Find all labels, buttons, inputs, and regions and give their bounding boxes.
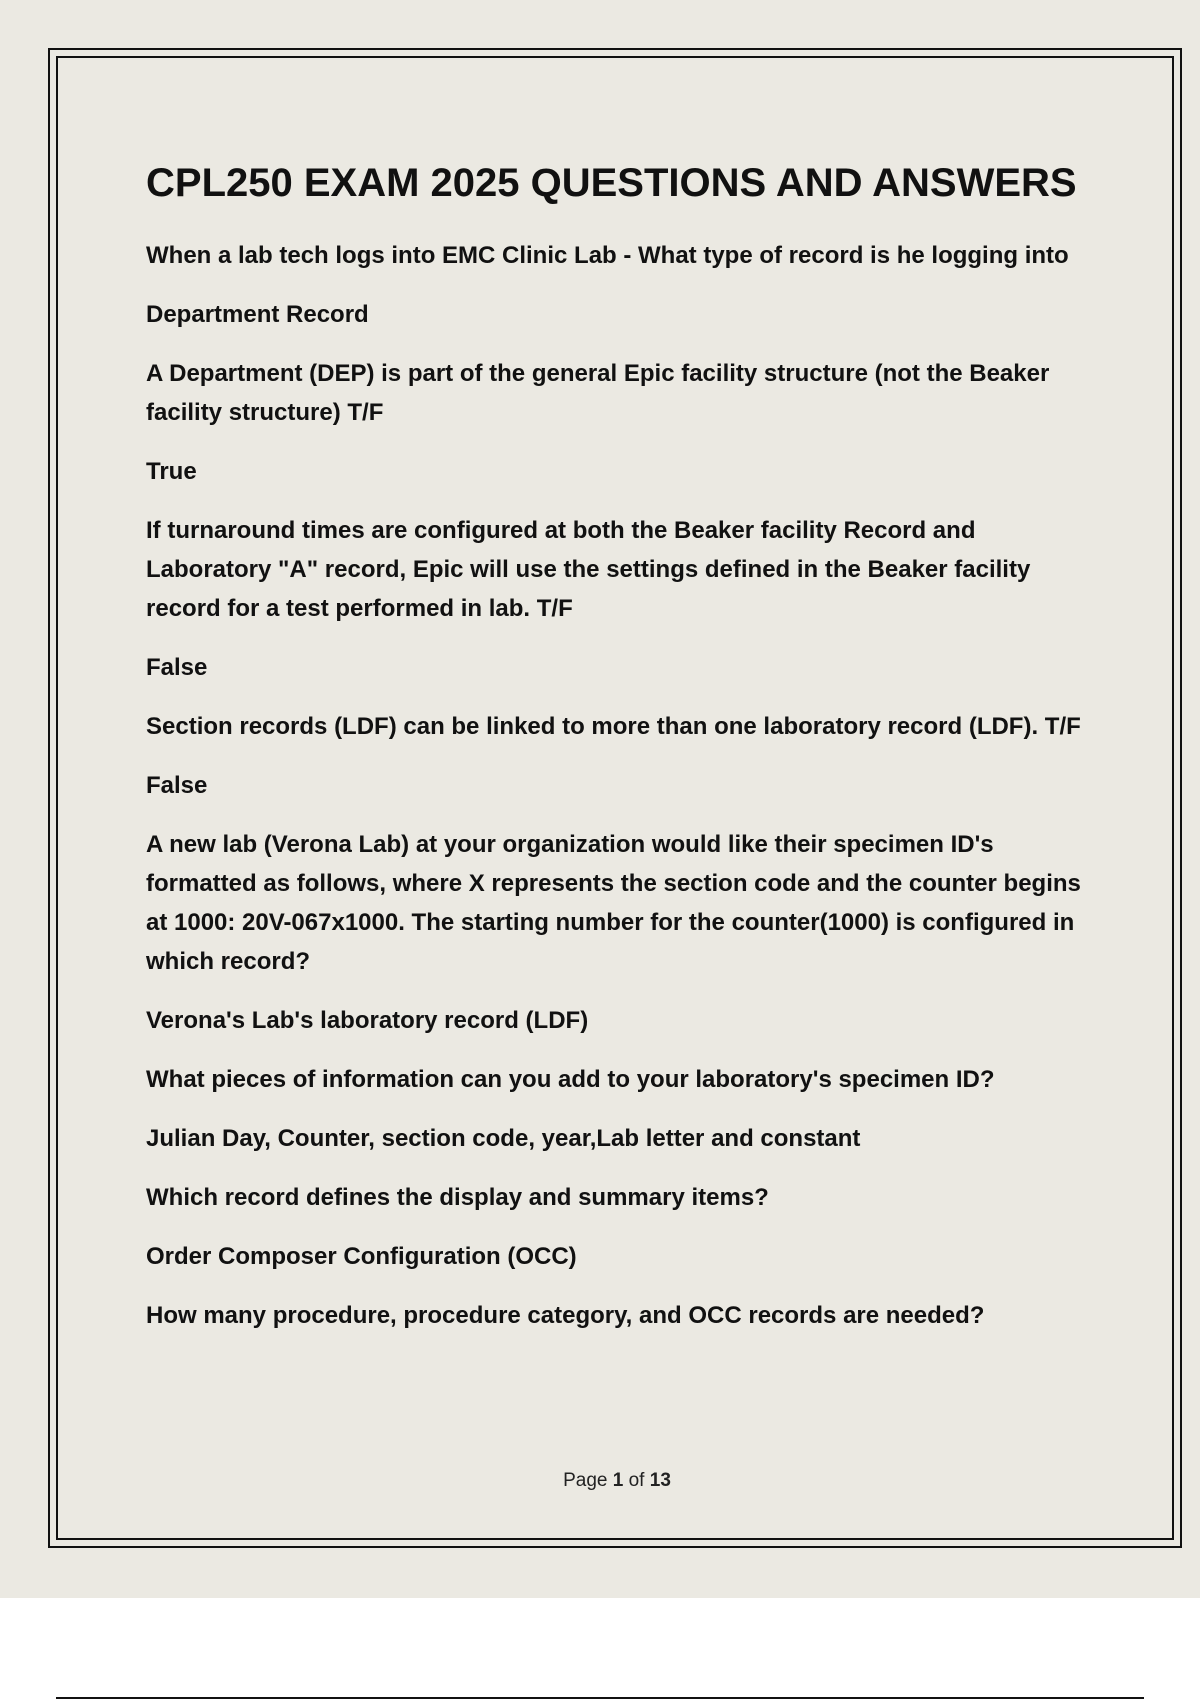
- question-text: Which record defines the display and summary items?: [146, 1184, 769, 1211]
- page-label: Page: [563, 1470, 608, 1491]
- question-text: If turnaround times are configured at both the Beaker facility Record and Laboratory "A" record, Epic will use the settings defined in the Beaker facility record for a test performed in lab. T/F: [146, 517, 1031, 622]
- page-number: [0, 1470, 1200, 1492]
- document-title: CPL250 EXAM 2025 QUESTIONS AND ANSWERS: [146, 161, 1077, 205]
- question-text: What pieces of information can you add to your laboratory's specimen ID?: [146, 1066, 995, 1093]
- question-text: Section records (LDF) can be linked to more than one laboratory record (LDF). T/F: [146, 713, 1081, 740]
- answer-text: False: [146, 772, 208, 799]
- current-page-number: 1: [612, 1470, 624, 1491]
- of-label: of: [628, 1470, 645, 1491]
- document-content: [146, 150, 1086, 1355]
- total-page-count: 13: [649, 1470, 671, 1491]
- question-text: A Department (DEP) is part of the general Epic facility structure (not the Beaker facility structure) T/F: [146, 360, 1050, 426]
- answer-text: Order Composer Configuration (OCC): [146, 1243, 577, 1270]
- answer-text: True: [146, 458, 197, 485]
- question-text: How many procedure, procedure category, and OCC records are needed?: [146, 1302, 985, 1329]
- next-page-top-rule: [56, 1697, 1144, 1699]
- question-text: A new lab (Verona Lab) at your organization would like their specimen ID's formatted as follows, where X represents the section code and the counter begins at 1000: 20V-067x1000. The starting number for the counter(1000) is configured in which record?: [146, 831, 1081, 975]
- answer-text: Julian Day, Counter, section code, year,Lab letter and constant: [146, 1125, 861, 1152]
- answer-text: Verona's Lab's laboratory record (LDF): [146, 1007, 589, 1034]
- answer-text: Department Record: [146, 301, 369, 328]
- question-text: When a lab tech logs into EMC Clinic Lab - What type of record is he logging into: [146, 242, 1069, 269]
- answer-text: False: [146, 654, 208, 681]
